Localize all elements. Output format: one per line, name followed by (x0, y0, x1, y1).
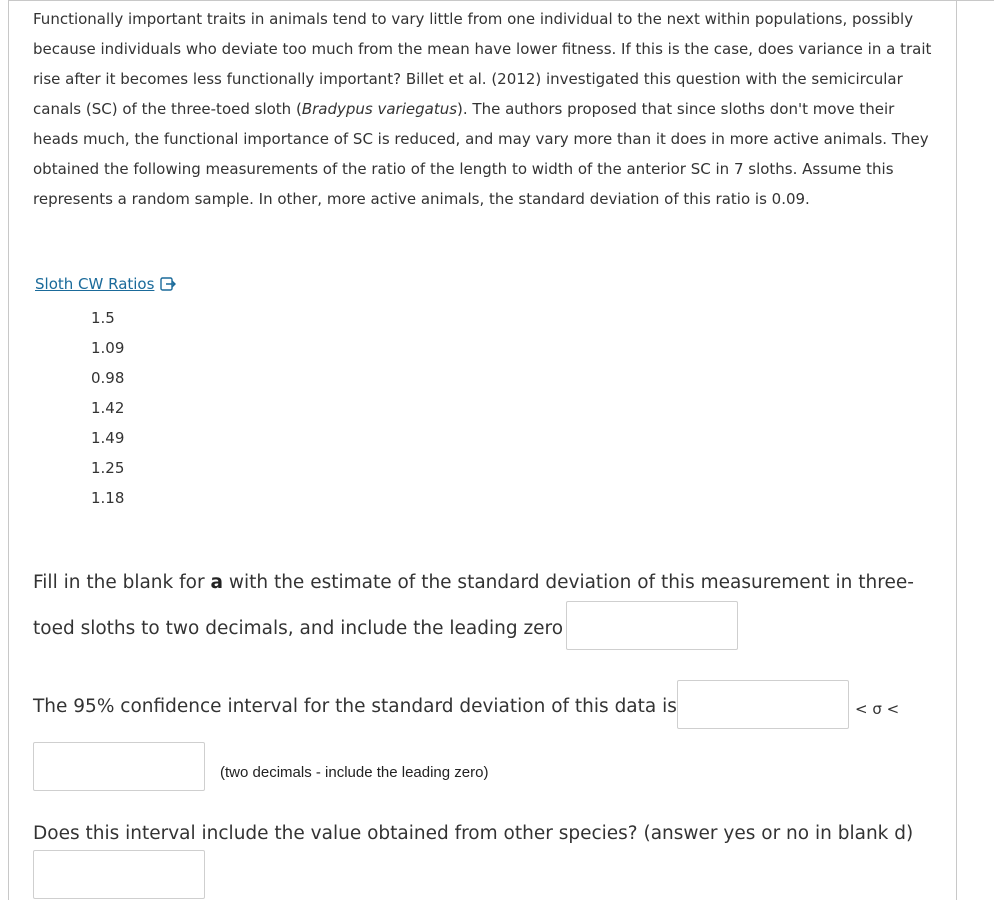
answer-input-b[interactable] (677, 680, 849, 729)
decimal-note: (two decimals - include the leading zero) (220, 764, 489, 781)
question-d: Does this interval include the value obtained from other species? (answer yes or no in blank d) (33, 823, 914, 844)
question-a-line-2: toed sloths to two decimals, and include the leading zero (33, 618, 564, 639)
problem-line-4 (33, 94, 938, 124)
data-value: 1.09 (91, 339, 125, 357)
data-value: 1.18 (91, 489, 125, 507)
blank-label-a: a (210, 572, 223, 593)
answer-input-c[interactable] (33, 742, 205, 791)
problem-line-4b: ). The authors proposed that since sloths don't move their (457, 100, 895, 118)
problem-line-5: heads much, the functional importance of SC is reduced, and may vary more than it does in more active animals. They (33, 130, 929, 148)
data-value: 1.5 (91, 309, 115, 327)
problem-line-3: rise after it becomes less functionally important? Billet et al. (2012) investigated this question with the semicircular (33, 70, 903, 88)
problem-line-1: Functionally important traits in animals tend to vary little from one individual to the next within populations, possibly (33, 10, 914, 28)
external-export-icon (160, 277, 177, 291)
question-a-pre: Fill in the blank for (33, 572, 211, 593)
question-a-line-1 (33, 572, 914, 593)
data-value: 1.49 (91, 429, 125, 447)
data-value: 1.42 (91, 399, 125, 417)
problem-line-4a: canals (SC) of the three-toed sloth ( (33, 100, 302, 118)
answer-input-a[interactable] (566, 601, 738, 650)
dataset-values (91, 303, 124, 513)
dataset-link-label[interactable]: Sloth CW Ratios (35, 275, 155, 293)
problem-line-7: represents a random sample. In other, more active animals, the standard deviation of this ratio is 0.09. (33, 190, 810, 208)
problem-line-6: obtained the following measurements of the ratio of the length to width of the anterior SC in 7 sloths. Assume this (33, 160, 894, 178)
problem-line-2: because individuals who deviate too much from the mean have lower fitness. If this is the case, does variance in a trait (33, 40, 932, 58)
answer-input-d[interactable] (33, 850, 205, 899)
dataset-link[interactable] (35, 275, 177, 293)
question-a-post: with the estimate of the standard deviation of this measurement in three- (222, 572, 914, 593)
data-value: 0.98 (91, 369, 125, 387)
species-name: Bradypus variegatus (301, 100, 458, 118)
sigma-inequality: < σ < (855, 700, 900, 718)
data-value: 1.25 (91, 459, 125, 477)
problem-statement (33, 4, 938, 214)
question-ci: The 95% confidence interval for the standard deviation of this data is (33, 696, 677, 717)
